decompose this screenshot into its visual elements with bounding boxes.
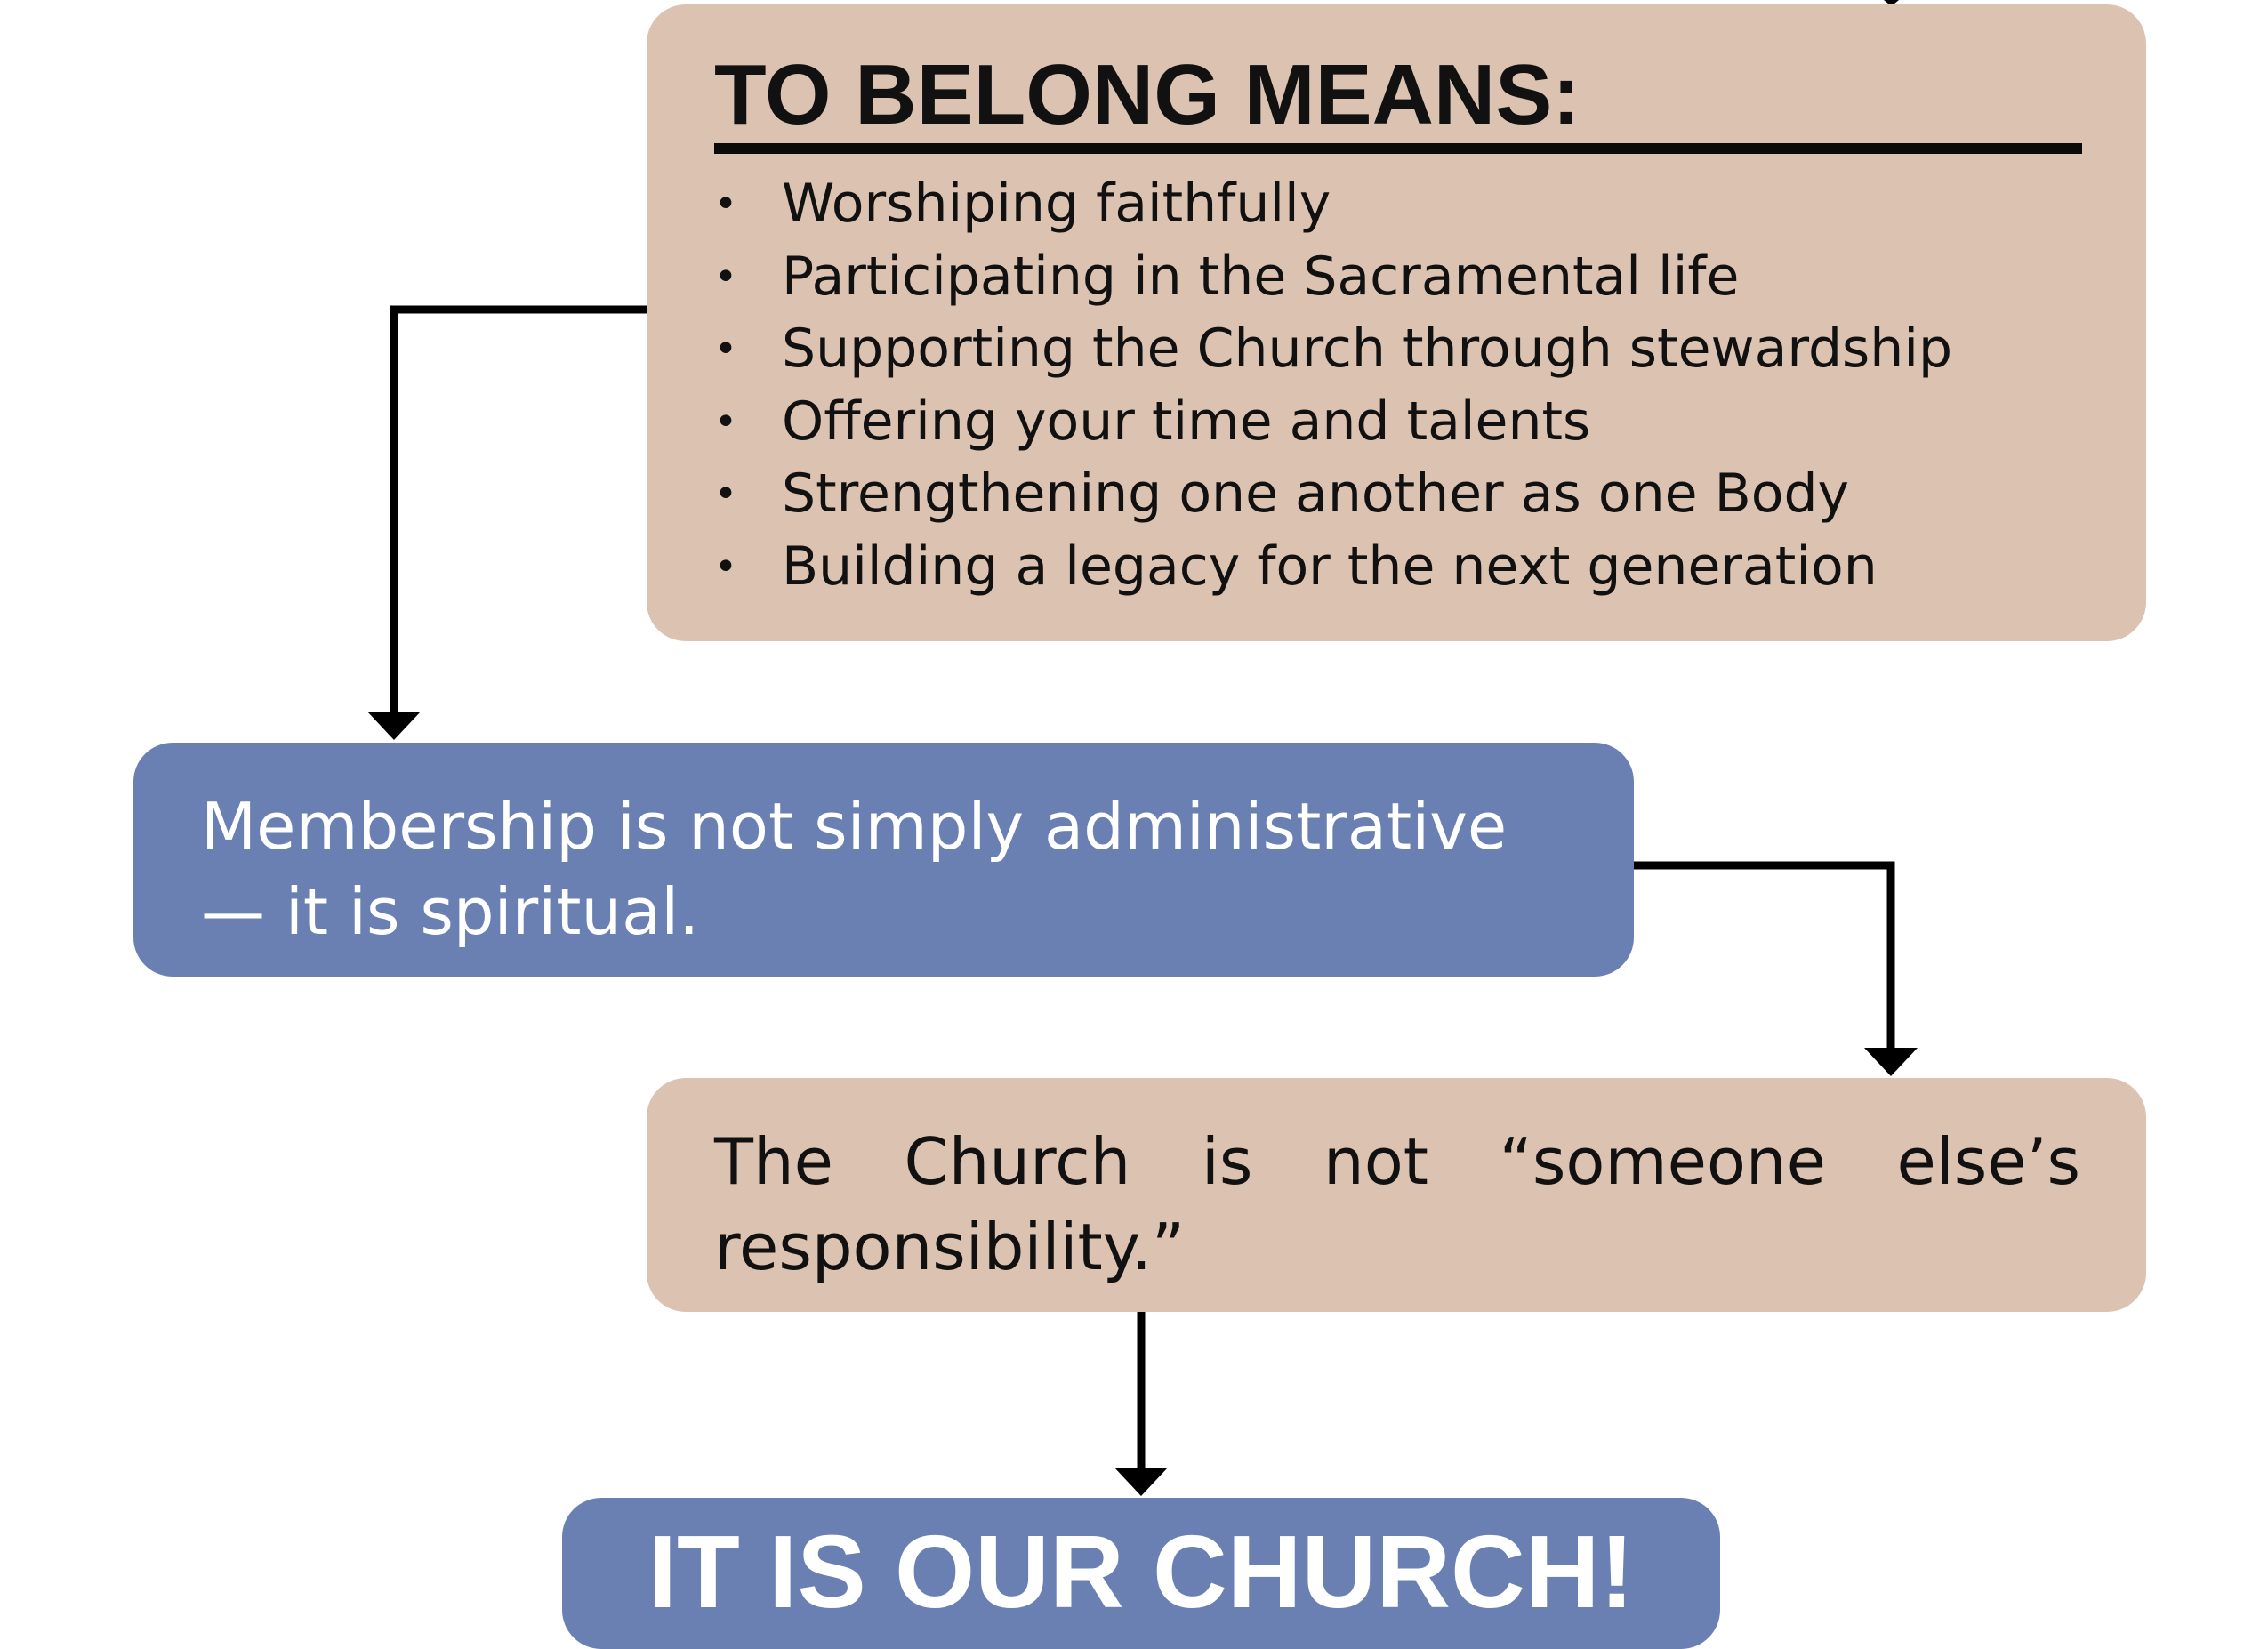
list-item-text: Supporting the Church through stewardship <box>782 318 1953 380</box>
list-item <box>714 386 2080 459</box>
arrow-church-to-conclusion-head <box>1114 1468 1168 1496</box>
conclusion-box <box>562 1498 1720 1649</box>
arrow-belong-to-membership-head <box>367 712 421 740</box>
bullet-icon: • <box>714 398 737 445</box>
church-statement: The Church is not “someone else’s responsibility.” <box>714 1124 2080 1284</box>
list-item-text: Offering your time and talents <box>782 390 1591 453</box>
arrow-belong-to-membership <box>394 310 647 712</box>
bullet-icon: • <box>714 181 737 227</box>
title-underline <box>714 143 2082 154</box>
arrow-membership-to-church <box>1634 865 1891 1048</box>
bullet-icon: • <box>714 326 737 372</box>
bullet-icon: • <box>714 543 737 590</box>
belong-box <box>647 4 2146 641</box>
list-item-text: Strengthening one another as one Body <box>782 463 1850 525</box>
list-item <box>714 241 2080 314</box>
list-item-text: Participating in the Sacramental life <box>782 245 1740 308</box>
list-item <box>714 531 2080 604</box>
conclusion-heading: IT IS OUR CHURCH! <box>647 1514 1635 1629</box>
church-box <box>647 1078 2146 1312</box>
belong-list <box>714 168 2080 603</box>
membership-statement: Membership is not simply administrative — it is spiritual. <box>201 789 1508 949</box>
list-item <box>714 168 2080 241</box>
membership-box <box>133 743 1634 977</box>
belong-title: TO BELONG MEANS: <box>714 47 1581 142</box>
bullet-icon: • <box>714 253 737 300</box>
list-item-text: Building a legacy for the next generation <box>782 535 1878 598</box>
list-item-text: Worshiping faithfully <box>782 173 1331 235</box>
bullet-icon: • <box>714 471 737 517</box>
arrow-membership-to-church-head <box>1864 1048 1918 1076</box>
list-item <box>714 458 2080 531</box>
list-item <box>714 313 2080 386</box>
